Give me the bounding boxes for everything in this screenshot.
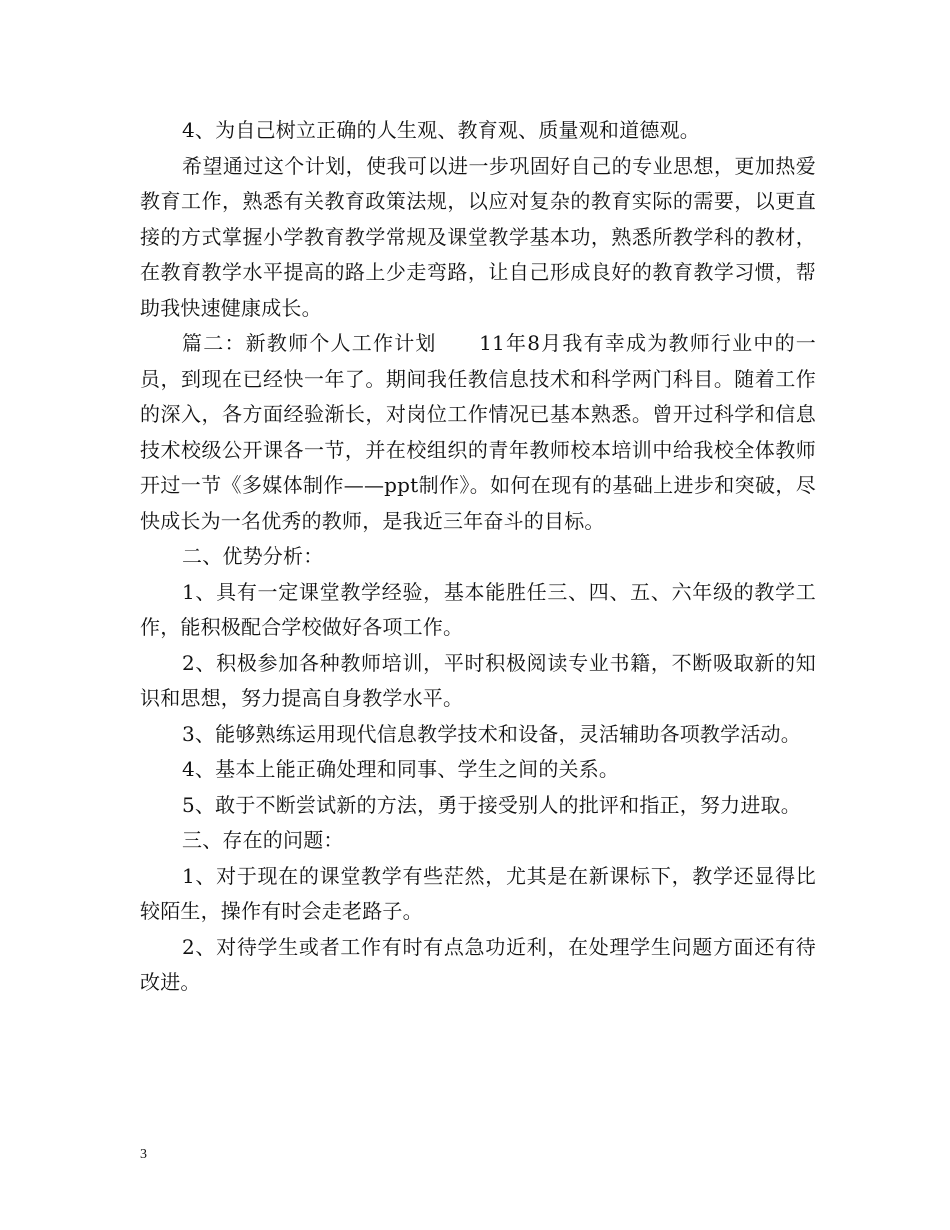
heading-existing-problems: 三、存在的问题： <box>182 828 344 852</box>
page-number: 3 <box>140 1147 147 1162</box>
document-body <box>140 113 816 1001</box>
paragraph-hope: 希望通过这个计划，使我可以进一步巩固好自己的专业思想，更加热爱教育工作，熟悉有关教育政策法规，以应对复杂的教育实际的需要，以更直接的方式掌握小学教育教学常规及课堂教学基本功，熟悉所教学科的教材，在教育教学水平提高的路上少走弯路，让自己形成良好的教育教学习惯，帮助我快速健康成长。 <box>140 153 816 320</box>
paragraph-advantage-1: 1、具有一定课堂教学经验，基本能胜任三、四、五、六年级的教学工作，能积极配合学校做好各项工作。 <box>140 579 816 639</box>
paragraph-advantage-5: 5、敢于不断尝试新的方法，勇于接受别人的批评和指正，努力进取。 <box>182 792 801 817</box>
paragraph-problem-1: 1、对于现在的课堂教学有些茫然，尤其是在新课标下，教学还显得比较陌生，操作有时会走老路子。 <box>140 863 816 923</box>
paragraph-advantage-3: 3、能够熟练运用现代信息教学技术和设备，灵活辅助各项教学活动。 <box>182 721 801 746</box>
paragraph-problem-2: 2、对待学生或者工作有时有点急功近利，在处理学生问题方面还有待改进。 <box>140 934 816 994</box>
paragraph-part-two-intro: 篇二：新教师个人工作计划 11年8月我有幸成为教师行业中的一员，到现在已经快一年了。期间我任教信息技术和科学两门科目。随着工作的深入，各方面经验渐长，对岗位工作情况已基本熟悉。曾开过科学和信息技术校级公开课各一节，并在校组织的青年教师校本培训中给我校全体教师开过一节《多媒体制作——ppt制作》。如何在现有的基础上进步和突破，尽快成长为一名优秀的教师，是我近三年奋斗的目标。 <box>140 331 816 533</box>
paragraph-goal-4: 4、为自己树立正确的人生观、教育观、质量观和道德观。 <box>182 118 700 142</box>
paragraph-advantage-2: 2、积极参加各种教师培训，平时积极阅读专业书籍，不断吸取新的知识和思想，努力提高自身教学水平。 <box>140 650 816 710</box>
paragraph-advantage-4: 4、基本上能正确处理和同事、学生之间的关系。 <box>182 757 620 781</box>
heading-advantage-analysis: 二、优势分析： <box>182 544 324 568</box>
